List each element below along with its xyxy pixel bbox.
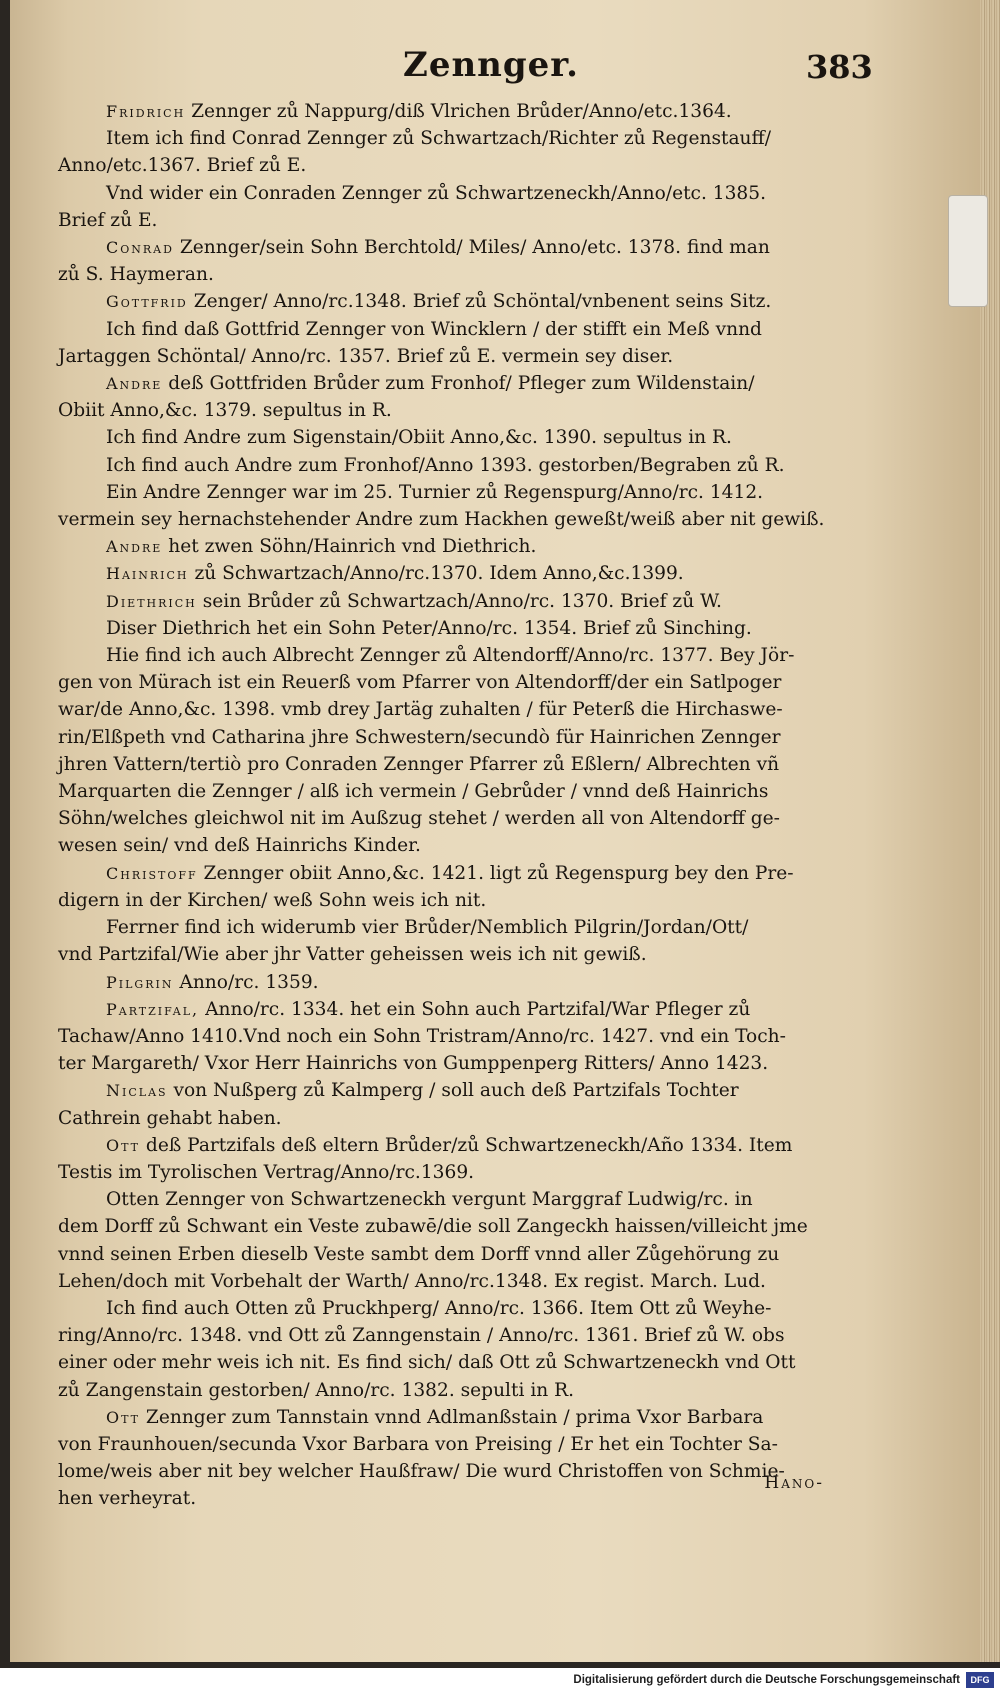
- text-line: [58, 506, 868, 533]
- text-line: [58, 1105, 868, 1132]
- text-line: [58, 370, 868, 397]
- text-line: [58, 152, 868, 179]
- line-text: von Fraunhouen/secunda Vxor Barbara von Preising / Er het ein Tochter Sa-: [58, 1433, 778, 1455]
- line-text: zů Schwartzach/Anno/rc.1370. Idem Anno,&c.1399.: [194, 563, 684, 585]
- line-lead-name: Partzifal,: [106, 999, 200, 1019]
- text-line: [58, 98, 868, 125]
- line-text: digern in der Kirchen/ weß Sohn weis ich nit.: [58, 889, 487, 911]
- page-text: [58, 45, 873, 1510]
- line-text: deß Gottfriden Brůder zum Fronhof/ Pfleger zum Wildenstain/: [168, 373, 755, 395]
- text-line: [58, 1485, 868, 1512]
- line-text: Otten Zennger von Schwartzeneckh vergunt Marggraf Ludwig/rc. in: [106, 1189, 753, 1211]
- text-line: [58, 397, 868, 424]
- text-line: [58, 1404, 868, 1431]
- text-line: [58, 316, 868, 343]
- text-line: [58, 1186, 868, 1213]
- line-lead-name: Diethrich: [106, 591, 197, 611]
- line-text: Anno/rc. 1334. het ein Sohn auch Partzifal/War Pfleger zů: [205, 998, 751, 1020]
- line-text: Item ich find Conrad Zennger zů Schwartzach/Richter zů Regenstauff/: [106, 128, 771, 150]
- line-text: Marquarten die Zennger / alß ich vermein / Gebrůder / vnnd deß Hainrichs: [58, 781, 769, 803]
- line-text: Testis im Tyrolischen Vertrag/Anno/rc.1369.: [58, 1161, 475, 1183]
- line-text: ter Margareth/ Vxor Herr Hainrichs von Gumppenperg Ritters/ Anno 1423.: [58, 1053, 769, 1075]
- page-header: [58, 45, 873, 98]
- text-line: [58, 180, 868, 207]
- text-line: [58, 1132, 868, 1159]
- line-lead-name: Pilgrin: [106, 972, 174, 992]
- line-text: Jartaggen Schöntal/ Anno/rc. 1357. Brief zů E. vermein sey diser.: [58, 345, 674, 367]
- text-line: [58, 832, 868, 859]
- line-text: deß Partzifals deß eltern Brůder/zů Schwartzeneckh/Año 1334. Item: [145, 1134, 793, 1156]
- text-line: [58, 1295, 868, 1322]
- line-text: lome/weis aber nit bey welcher Haußfraw/ Die wurd Christoffen von Schmie-: [58, 1461, 785, 1483]
- text-line: [58, 1431, 868, 1458]
- text-line: [58, 1213, 868, 1240]
- text-line: [58, 479, 868, 506]
- line-lead-name: Niclas: [106, 1081, 168, 1101]
- text-line: [58, 914, 868, 941]
- line-text: Diser Diethrich het ein Sohn Peter/Anno/rc. 1354. Brief zů Sinching.: [106, 617, 752, 639]
- line-lead-name: Andre: [106, 374, 163, 394]
- line-text: wesen sein/ vnd deß Hainrichs Kinder.: [58, 835, 421, 857]
- text-line: [58, 207, 868, 234]
- line-lead-name: Christoff: [106, 863, 198, 883]
- line-lead-name: Fridrich: [106, 102, 186, 121]
- text-line: [58, 288, 868, 315]
- line-text: Zennger obiit Anno,&c. 1421. ligt zů Regenspurg bey den Pre-: [203, 862, 794, 884]
- text-line: [58, 343, 868, 370]
- text-line: [58, 805, 868, 832]
- text-line: [58, 1077, 868, 1104]
- line-lead-name: Ott: [106, 1135, 140, 1155]
- text-line: [58, 1050, 868, 1077]
- text-line: [58, 696, 868, 723]
- line-text: Zennger/sein Sohn Berchtold/ Miles/ Anno/etc. 1378. find man: [179, 237, 770, 259]
- text-line: [58, 860, 868, 887]
- text-line: [58, 887, 868, 914]
- text-line: [58, 1377, 868, 1404]
- line-text: het zwen Söhn/Hainrich vnd Diethrich.: [168, 536, 537, 558]
- line-lead-name: Conrad: [106, 238, 174, 258]
- text-line: [58, 1241, 868, 1268]
- line-text: vnd Partzifal/Wie aber jhr Vatter geheissen weis ich nit gewiß.: [58, 944, 647, 966]
- line-text: sein Brůder zů Schwartzach/Anno/rc. 1370. Brief zů W.: [202, 590, 722, 612]
- line-text: war/de Anno,&c. 1398. vmb drey Jartäg zuhalten / für Peterß die Hirchaswe-: [58, 699, 783, 721]
- line-lead-name: Ott: [106, 1407, 140, 1427]
- text-line: [58, 615, 868, 642]
- text-line: [58, 751, 868, 778]
- line-text: Zenger/ Anno/rc.1348. Brief zů Schöntal/vnbenent seins Sitz.: [193, 291, 772, 313]
- text-line: [58, 1322, 868, 1349]
- dfg-logo: DFG: [966, 1672, 994, 1688]
- line-text: Obiit Anno,&c. 1379. sepultus in R.: [58, 400, 392, 422]
- text-line: [58, 452, 868, 479]
- text-line: [58, 778, 868, 805]
- line-text: rin/Elßpeth vnd Catharina jhre Schwestern/secundò für Hainrichen Zennger: [58, 726, 781, 748]
- line-text: zů Zangenstain gestorben/ Anno/rc. 1382. sepulti in R.: [58, 1379, 575, 1401]
- text-line: [58, 969, 868, 996]
- text-line: [58, 1349, 868, 1376]
- footer: [0, 1668, 1000, 1695]
- line-text: Hie find ich auch Albrecht Zennger zů Altendorff/Anno/rc. 1377. Bey Jör-: [106, 645, 795, 667]
- text-line: [58, 424, 868, 451]
- text-line: [58, 669, 868, 696]
- text-line: [58, 261, 868, 288]
- text-line: [58, 1159, 868, 1186]
- line-text: Lehen/doch mit Vorbehalt der Warth/ Anno/rc.1348. Ex regist. March. Lud.: [58, 1270, 766, 1292]
- line-text: Ich find Andre zum Sigenstain/Obiit Anno,&c. 1390. sepultus in R.: [106, 427, 732, 449]
- funding-credit: Digitalisierung gefördert durch die Deutsche Forschungsgemeinschaft: [573, 1674, 960, 1686]
- line-text: ring/Anno/rc. 1348. vnd Ott zů Zanngenstain / Anno/rc. 1361. Brief zů W. obs: [58, 1325, 785, 1347]
- line-text: Ich find daß Gottfrid Zennger von Wincklern / der stifft ein Meß vnnd: [106, 318, 762, 340]
- line-text: hen verheyrat.: [58, 1488, 197, 1510]
- text-line: [58, 533, 868, 560]
- line-text: Vnd wider ein Conraden Zennger zů Schwartzeneckh/Anno/etc. 1385.: [106, 182, 767, 204]
- text-line: [58, 560, 868, 587]
- text-line: [58, 1268, 868, 1295]
- text-line: [58, 1023, 868, 1050]
- line-text: Cathrein gehabt haben.: [58, 1107, 282, 1129]
- text-lines: [58, 98, 868, 1513]
- text-line: [58, 125, 868, 152]
- catchword: Hano-: [764, 1473, 824, 1493]
- line-text: Anno/rc. 1359.: [179, 971, 319, 993]
- bookmark-tab: [948, 195, 988, 307]
- line-text: vnnd seinen Erben dieselb Veste sambt dem Dorff vnnd aller Zůgehörung zu: [58, 1243, 780, 1265]
- line-text: Ein Andre Zennger war im 25. Turnier zů Regenspurg/Anno/rc. 1412.: [106, 481, 764, 503]
- line-text: jhren Vattern/tertiò pro Conraden Zennger Pfarrer zů Eßlern/ Albrechten vñ: [58, 753, 780, 775]
- text-line: [58, 996, 868, 1023]
- text-line: [58, 724, 868, 751]
- running-head: Zennger.: [403, 45, 579, 85]
- line-text: Ich find auch Andre zum Fronhof/Anno 1393. gestorben/Begraben zů R.: [106, 454, 785, 476]
- line-text: von Nußperg zů Kalmperg / soll auch deß Partzifals Tochter: [173, 1080, 739, 1102]
- line-text: dem Dorff zů Schwant ein Veste zubawē/die soll Zangeckh haissen/villeicht jme: [58, 1216, 808, 1238]
- line-text: Ferrner find ich widerumb vier Brůder/Nemblich Pilgrin/Jordan/Ott/: [106, 917, 749, 939]
- text-line: [58, 642, 868, 669]
- page-number: 383: [806, 48, 873, 86]
- line-text: Tachaw/Anno 1410.Vnd noch ein Sohn Tristram/Anno/rc. 1427. vnd ein Toch-: [58, 1025, 786, 1047]
- line-text: einer oder mehr weis ich nit. Es find sich/ daß Ott zů Schwartzeneckh vnd Ott: [58, 1352, 796, 1374]
- text-line: [58, 234, 868, 261]
- text-line: [58, 1458, 868, 1485]
- line-text: Zennger zum Tannstain vnnd Adlmanßstain / prima Vxor Barbara: [145, 1406, 764, 1428]
- line-text: Zennger zů Nappurg/diß Vlrichen Brůder/Anno/etc.1364.: [191, 101, 732, 122]
- line-text: Brief zů E.: [58, 209, 158, 231]
- line-text: Ich find auch Otten zů Pruckhperg/ Anno/rc. 1366. Item Ott zů Weyhe-: [106, 1297, 772, 1319]
- line-text: gen von Mürach ist ein Reuerß vom Pfarrer von Altendorff/der ein Satlpoger: [58, 672, 782, 694]
- line-lead-name: Andre: [106, 537, 163, 557]
- line-text: zů S. Haymeran.: [58, 264, 214, 286]
- line-text: Anno/etc.1367. Brief zů E.: [58, 155, 307, 177]
- text-line: [58, 588, 868, 615]
- line-text: Söhn/welches gleichwol nit im Außzug stehet / werden all von Altendorff ge-: [58, 808, 780, 830]
- line-lead-name: Gottfrid: [106, 292, 188, 312]
- line-lead-name: Hainrich: [106, 564, 189, 584]
- line-text: vermein sey hernachstehender Andre zum Hackhen geweßt/weiß aber nit gewiß.: [58, 509, 825, 531]
- text-line: [58, 941, 868, 968]
